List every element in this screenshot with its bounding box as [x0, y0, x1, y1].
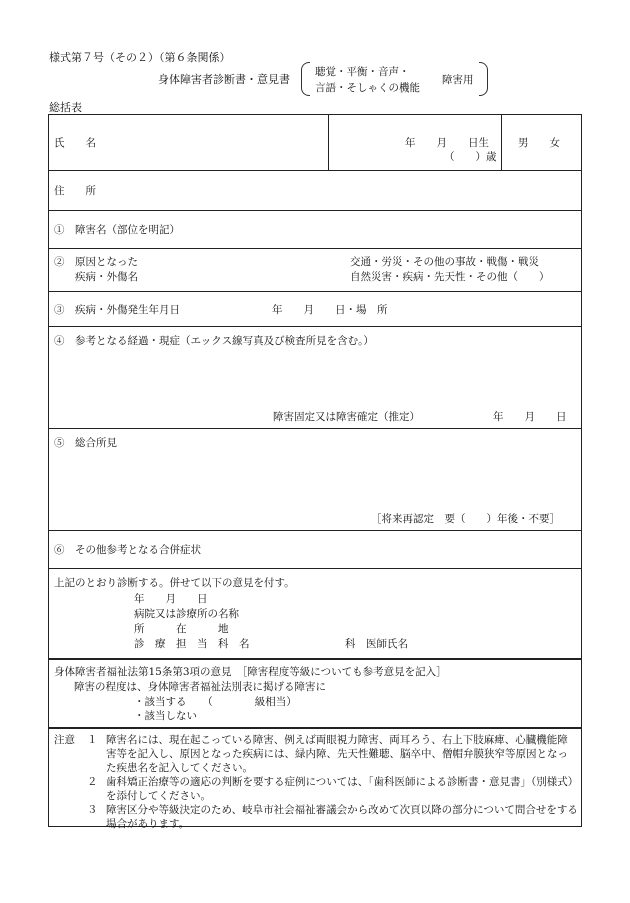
- department-label: 診 療 担 当 科 名: [134, 638, 250, 650]
- option-not-applicable[interactable]: ・該当しない: [134, 710, 197, 722]
- subtitle-suffix: 障害用: [442, 74, 474, 86]
- note-3-number: ３: [87, 804, 98, 816]
- left-bracket: [301, 62, 310, 96]
- birth-date-field[interactable]: 年 月 日生: [405, 137, 489, 149]
- summary-label: 総括表: [49, 101, 82, 114]
- course-label: ④ 参考となる経過・現症（エックス線写真及び検査所見を含む。）: [54, 335, 374, 347]
- fixed-date-label: 障害固定又は障害確定（推定）: [273, 411, 420, 423]
- rule: [48, 326, 582, 327]
- cause-options-1[interactable]: 交通・労災・その他の事故・戦傷・戦災: [350, 256, 539, 268]
- rule: [48, 658, 582, 660]
- location-label: 所 在 地: [134, 623, 229, 635]
- rule: [48, 291, 582, 292]
- diagnosis-date[interactable]: 年 月 日: [134, 593, 208, 605]
- subtitle-line-2: 言語・そしゃくの機能: [315, 82, 420, 94]
- overall-findings-label: ⑤ 総合所見: [54, 437, 117, 449]
- note-3: 障害区分や等級決定のため、岐阜市社会福祉審議会から改めて次頁以降の部分について問合せをする場合があります。: [106, 804, 578, 830]
- onset-date-field[interactable]: 年 月 日・場 所: [272, 304, 388, 316]
- rule: [48, 170, 582, 171]
- rule: [48, 568, 582, 569]
- rule: [48, 727, 582, 729]
- diagnosis-statement: 上記のとおり診断する。併せて以下の意見を付す。: [54, 577, 295, 589]
- opinion-line: 障害の程度は、身体障害者福祉法別表に掲げる障害に: [74, 681, 326, 693]
- right-bracket: [479, 62, 488, 96]
- cause-label: ② 原因となった: [54, 256, 138, 268]
- age-field[interactable]: （ ）歳: [444, 151, 497, 163]
- form-number: 様式第７号（その２）（第６条関係）: [49, 51, 231, 64]
- name-label: 氏 名: [54, 137, 96, 149]
- subtitle-line-1: 聴覚・平衡・音声・: [315, 66, 410, 78]
- divider: [501, 114, 502, 170]
- recertification-field[interactable]: ［将来再認定 要（ ）年後・不要］: [371, 513, 560, 525]
- disability-name-label: ① 障害名（部位を明記）: [54, 224, 180, 236]
- option-applicable[interactable]: ・該当する （ 級相当）: [134, 696, 297, 708]
- divider: [328, 114, 329, 170]
- doctor-name-label: 科 医師氏名: [345, 638, 408, 650]
- opinion-title: 身体障害者福祉法第15条第3項の意見 ［障害程度等級についても参考意見を記入］: [54, 666, 447, 678]
- rule: [48, 248, 582, 249]
- note-1-number: １: [87, 734, 98, 746]
- hospital-name-label: 病院又は診療所の名称: [134, 608, 239, 620]
- rule: [48, 428, 582, 429]
- cause-options-2[interactable]: 自然災害・疾病・先天性・その他（ ）: [350, 271, 550, 283]
- onset-date-label: ③ 疾病・外傷発生年月日: [54, 304, 180, 316]
- rule: [48, 210, 582, 211]
- rule: [48, 530, 582, 531]
- cause-label-2: 疾病・外傷名: [75, 271, 138, 283]
- address-label: 住 所: [54, 185, 96, 197]
- complications-label: ⑥ その他参考となる合併症状: [54, 544, 201, 556]
- document-title: 身体障害者診断書・意見書: [158, 73, 290, 86]
- note-2: 歯科矯正治療等の適応の判断を要する症例については、「歯科医師による診断書・意見書」（別様式）を添付してください。: [106, 776, 574, 802]
- form-table: [48, 114, 582, 827]
- fixed-date-field[interactable]: 年 月 日: [493, 411, 567, 423]
- notes-heading: 注意: [54, 734, 75, 746]
- note-1: 障害名には、現在起こっている障害、例えば両眼視力障害、両耳ろう、右上下肢麻痺、心臓機能障害等を記入し、原因となった疾病には、緑内障、先天性難聴、脳卒中、僧帽弁膜狭窄等原因となった疾患名を記入してください。: [106, 734, 568, 774]
- note-2-number: ２: [87, 776, 98, 788]
- gender-field[interactable]: 男 女: [518, 137, 560, 149]
